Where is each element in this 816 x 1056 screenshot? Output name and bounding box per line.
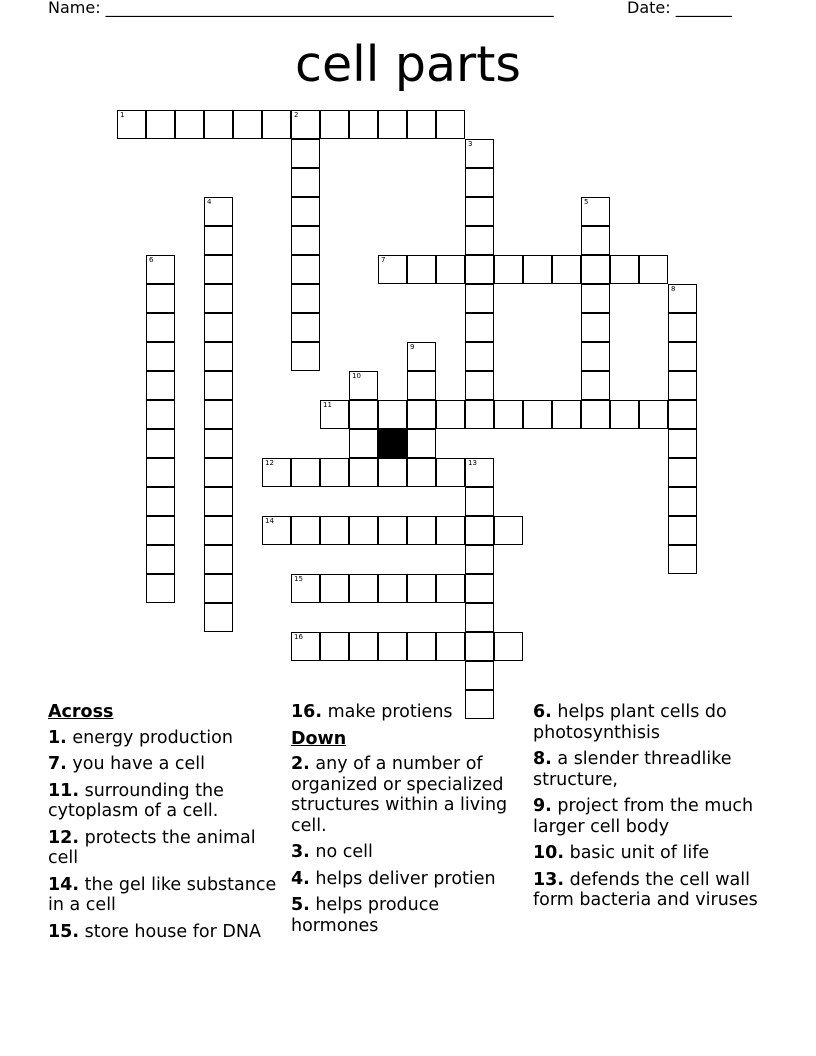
grid-cell[interactable] bbox=[349, 400, 378, 429]
clue-down-2 bbox=[291, 754, 527, 836]
grid-cell[interactable] bbox=[581, 284, 610, 313]
grid-cell[interactable] bbox=[291, 632, 320, 661]
grid-cell[interactable] bbox=[117, 110, 146, 139]
clue-text: project from the much larger cell body bbox=[533, 796, 754, 837]
grid-cell[interactable] bbox=[465, 545, 494, 574]
clue-text: surrounding the cytoplasm of a cell. bbox=[48, 780, 224, 821]
grid-cell[interactable] bbox=[291, 139, 320, 168]
clue-column-2 bbox=[291, 702, 527, 942]
grid-cell[interactable] bbox=[581, 342, 610, 371]
clue-across-7 bbox=[48, 754, 280, 775]
grid-cell[interactable] bbox=[320, 400, 349, 429]
clue-across-1 bbox=[48, 728, 280, 749]
clue-number: 11. bbox=[48, 780, 80, 801]
clue-number: 4. bbox=[291, 868, 310, 889]
grid-cell[interactable] bbox=[581, 371, 610, 400]
name-field[interactable]: Name: ________________________________________________________ bbox=[48, 0, 554, 17]
clue-number-label: 5 bbox=[584, 198, 589, 206]
grid-cell[interactable] bbox=[465, 139, 494, 168]
grid-cell[interactable] bbox=[175, 110, 204, 139]
clue-number-label: 9 bbox=[410, 343, 415, 351]
grid-cell[interactable] bbox=[349, 632, 378, 661]
grid-cell[interactable] bbox=[291, 284, 320, 313]
grid-cell[interactable] bbox=[204, 284, 233, 313]
grid-cell[interactable] bbox=[407, 371, 436, 400]
grid-cell[interactable] bbox=[465, 487, 494, 516]
grid-cell[interactable] bbox=[320, 110, 349, 139]
grid-cell[interactable] bbox=[378, 516, 407, 545]
clue-number: 10. bbox=[533, 843, 565, 863]
clue-number: 1. bbox=[48, 727, 67, 748]
clue-number-label: 6 bbox=[149, 256, 154, 264]
grid-cell[interactable] bbox=[465, 458, 494, 487]
grid-cell[interactable] bbox=[465, 313, 494, 342]
grid-cell[interactable] bbox=[204, 545, 233, 574]
grid-cell[interactable] bbox=[262, 110, 291, 139]
grid-cell[interactable] bbox=[146, 110, 175, 139]
grid-cell[interactable] bbox=[668, 516, 697, 545]
page-title: cell parts bbox=[295, 36, 521, 93]
clue-number-label: 2 bbox=[294, 111, 299, 119]
grid-cell[interactable] bbox=[320, 632, 349, 661]
grid-cell[interactable] bbox=[146, 516, 175, 545]
grid-cell[interactable] bbox=[436, 255, 465, 284]
clue-text: a slender threadlike structure, bbox=[533, 749, 732, 790]
grid-cell[interactable] bbox=[291, 110, 320, 139]
grid-cell[interactable] bbox=[204, 371, 233, 400]
clue-down-5 bbox=[291, 895, 527, 936]
clue-across-14 bbox=[48, 875, 280, 916]
clue-number-label: 15 bbox=[294, 575, 303, 583]
grid-cell[interactable] bbox=[465, 197, 494, 226]
grid-cell[interactable] bbox=[581, 197, 610, 226]
grid-cell[interactable] bbox=[407, 516, 436, 545]
clue-number: 6. bbox=[533, 702, 552, 722]
grid-cell[interactable] bbox=[465, 574, 494, 603]
grid-cell[interactable] bbox=[204, 458, 233, 487]
grid-cell[interactable] bbox=[668, 458, 697, 487]
grid-cell[interactable] bbox=[320, 516, 349, 545]
grid-cell[interactable] bbox=[204, 429, 233, 458]
grid-cell[interactable] bbox=[436, 458, 465, 487]
grid-cell[interactable] bbox=[407, 255, 436, 284]
grid-cell[interactable] bbox=[581, 226, 610, 255]
grid-cell[interactable] bbox=[204, 574, 233, 603]
grid-cell[interactable] bbox=[436, 400, 465, 429]
grid-cell[interactable] bbox=[436, 110, 465, 139]
grid-cell[interactable] bbox=[146, 487, 175, 516]
grid-cell[interactable] bbox=[465, 632, 494, 661]
across-heading: Across bbox=[48, 702, 114, 722]
clue-number: 9. bbox=[533, 796, 552, 816]
grid-cell[interactable] bbox=[349, 371, 378, 400]
grid-cell[interactable] bbox=[204, 255, 233, 284]
clue-number: 7. bbox=[48, 754, 67, 774]
clue-number: 5. bbox=[291, 895, 310, 915]
grid-cell[interactable] bbox=[465, 342, 494, 371]
grid-cell[interactable] bbox=[146, 255, 175, 284]
clue-number-label: 10 bbox=[352, 372, 361, 380]
grid-cell[interactable] bbox=[146, 458, 175, 487]
grid-cell[interactable] bbox=[146, 313, 175, 342]
grid-cell[interactable] bbox=[407, 342, 436, 371]
clue-text: basic unit of life bbox=[569, 843, 710, 863]
grid-cell[interactable] bbox=[349, 516, 378, 545]
grid-cell[interactable] bbox=[639, 255, 668, 284]
grid-cell[interactable] bbox=[494, 632, 523, 661]
grid-cell[interactable] bbox=[668, 371, 697, 400]
grid-cell[interactable] bbox=[668, 342, 697, 371]
grid-cell[interactable] bbox=[291, 255, 320, 284]
grid-cell[interactable] bbox=[668, 313, 697, 342]
grid-cell[interactable] bbox=[204, 226, 233, 255]
grid-cell[interactable] bbox=[436, 632, 465, 661]
grid-cell[interactable] bbox=[668, 400, 697, 429]
grid-cell[interactable] bbox=[668, 487, 697, 516]
grid-cell[interactable] bbox=[146, 574, 175, 603]
grid-cell[interactable] bbox=[146, 400, 175, 429]
down-heading: Down bbox=[291, 728, 347, 749]
grid-cell[interactable] bbox=[291, 342, 320, 371]
clue-number: 2. bbox=[291, 754, 310, 774]
clue-number: 12. bbox=[48, 827, 80, 848]
clue-text: energy production bbox=[72, 727, 233, 748]
clue-number: 8. bbox=[533, 749, 552, 769]
grid-cell[interactable] bbox=[320, 458, 349, 487]
grid-cell[interactable] bbox=[639, 400, 668, 429]
clue-across-16 bbox=[291, 702, 527, 723]
clue-down-8 bbox=[533, 749, 769, 790]
grid-cell[interactable] bbox=[668, 429, 697, 458]
grid-cell[interactable] bbox=[204, 110, 233, 139]
grid-cell[interactable] bbox=[291, 574, 320, 603]
grid-cell[interactable] bbox=[146, 284, 175, 313]
grid-cell[interactable] bbox=[494, 400, 523, 429]
grid-cell[interactable] bbox=[349, 429, 378, 458]
grid-cell[interactable] bbox=[291, 313, 320, 342]
clue-number-label: 13 bbox=[468, 459, 477, 467]
grid-cell[interactable] bbox=[204, 516, 233, 545]
clue-across-15 bbox=[48, 922, 280, 943]
clue-down-13 bbox=[533, 870, 769, 911]
grid-cell[interactable] bbox=[581, 400, 610, 429]
grid-cell[interactable] bbox=[523, 400, 552, 429]
grid-cell[interactable] bbox=[146, 545, 175, 574]
grid-cell[interactable] bbox=[465, 661, 494, 690]
grid-cell[interactable] bbox=[378, 458, 407, 487]
clue-number: 3. bbox=[291, 842, 310, 862]
clue-text: no cell bbox=[315, 842, 373, 862]
grid-cell[interactable] bbox=[610, 400, 639, 429]
grid-cell[interactable] bbox=[262, 458, 291, 487]
grid-cell[interactable] bbox=[465, 255, 494, 284]
grid-cell[interactable] bbox=[146, 342, 175, 371]
grid-cell[interactable] bbox=[233, 110, 262, 139]
clue-text: defends the cell wall form bacteria and viruses bbox=[533, 869, 758, 910]
grid-cell[interactable] bbox=[581, 313, 610, 342]
grid-cell[interactable] bbox=[407, 110, 436, 139]
grid-cell[interactable] bbox=[436, 516, 465, 545]
clue-number-label: 8 bbox=[671, 285, 676, 293]
grid-cell[interactable] bbox=[349, 458, 378, 487]
grid-cell[interactable] bbox=[407, 632, 436, 661]
clue-down-3 bbox=[291, 842, 527, 863]
clue-number-label: 1 bbox=[120, 111, 125, 119]
grid-cell[interactable] bbox=[291, 226, 320, 255]
grid-cell[interactable] bbox=[378, 400, 407, 429]
grid-cell[interactable] bbox=[204, 487, 233, 516]
grid-cell[interactable] bbox=[465, 400, 494, 429]
clue-across-11 bbox=[48, 781, 280, 822]
grid-cell[interactable] bbox=[552, 255, 581, 284]
clue-text: you have a cell bbox=[72, 754, 206, 774]
grid-cell[interactable] bbox=[407, 429, 436, 458]
grid-cell[interactable] bbox=[407, 400, 436, 429]
clue-number-label: 7 bbox=[381, 256, 386, 264]
clue-down-4 bbox=[291, 869, 527, 890]
grid-cell[interactable] bbox=[204, 313, 233, 342]
grid-cell[interactable] bbox=[204, 603, 233, 632]
grid-cell[interactable] bbox=[552, 400, 581, 429]
clue-number-label: 16 bbox=[294, 633, 303, 641]
clue-number: 13. bbox=[533, 869, 565, 890]
grid-cell[interactable] bbox=[146, 371, 175, 400]
grid-cell[interactable] bbox=[465, 226, 494, 255]
grid-cell[interactable] bbox=[465, 168, 494, 197]
clue-text: make protiens bbox=[327, 702, 453, 722]
grid-cell[interactable] bbox=[378, 255, 407, 284]
clue-column-1 bbox=[48, 702, 280, 948]
grid-cell[interactable] bbox=[349, 110, 378, 139]
grid-cell[interactable] bbox=[378, 574, 407, 603]
clue-text: protects the animal cell bbox=[48, 827, 256, 868]
grid-cell[interactable] bbox=[349, 574, 378, 603]
clue-number: 16. bbox=[291, 702, 323, 722]
clue-number-label: 12 bbox=[265, 459, 274, 467]
clue-number: 15. bbox=[48, 921, 80, 942]
clue-number: 14. bbox=[48, 874, 80, 895]
grid-cell[interactable] bbox=[494, 516, 523, 545]
grid-cell[interactable] bbox=[581, 255, 610, 284]
clue-text: the gel like substance in a cell bbox=[48, 874, 277, 915]
clue-text: helps deliver protien bbox=[315, 868, 496, 889]
grid-cell[interactable] bbox=[204, 197, 233, 226]
clue-number-label: 14 bbox=[265, 517, 274, 525]
black-square bbox=[378, 429, 407, 458]
clue-down-9 bbox=[533, 796, 769, 837]
clue-down-10 bbox=[533, 843, 769, 864]
grid-cell[interactable] bbox=[146, 429, 175, 458]
grid-cell[interactable] bbox=[668, 284, 697, 313]
clue-text: helps produce hormones bbox=[291, 895, 440, 936]
date-field[interactable]: Date: _______ bbox=[627, 0, 732, 17]
grid-cell[interactable] bbox=[320, 574, 349, 603]
grid-cell[interactable] bbox=[523, 255, 552, 284]
clue-column-3 bbox=[533, 702, 769, 917]
grid-cell[interactable] bbox=[291, 197, 320, 226]
grid-cell[interactable] bbox=[204, 342, 233, 371]
grid-cell[interactable] bbox=[262, 516, 291, 545]
grid-cell[interactable] bbox=[378, 632, 407, 661]
clue-number-label: 4 bbox=[207, 198, 212, 206]
clue-text: any of a number of organized or specialized structures within a living cell. bbox=[291, 754, 508, 836]
grid-cell[interactable] bbox=[436, 574, 465, 603]
grid-cell[interactable] bbox=[407, 458, 436, 487]
grid-cell[interactable] bbox=[407, 574, 436, 603]
grid-cell[interactable] bbox=[465, 516, 494, 545]
grid-cell[interactable] bbox=[668, 545, 697, 574]
grid-cell[interactable] bbox=[465, 284, 494, 313]
grid-cell[interactable] bbox=[494, 255, 523, 284]
clue-number-label: 11 bbox=[323, 401, 332, 409]
clue-text: helps plant cells do photosynthisis bbox=[533, 702, 727, 743]
clue-number-label: 3 bbox=[468, 140, 473, 148]
grid-cell[interactable] bbox=[465, 371, 494, 400]
clue-across-12 bbox=[48, 828, 280, 869]
grid-cell[interactable] bbox=[465, 603, 494, 632]
grid-cell[interactable] bbox=[291, 516, 320, 545]
grid-cell[interactable] bbox=[378, 110, 407, 139]
grid-cell[interactable] bbox=[291, 168, 320, 197]
clue-text: store house for DNA bbox=[84, 921, 261, 942]
grid-cell[interactable] bbox=[610, 255, 639, 284]
clue-down-6 bbox=[533, 702, 769, 743]
grid-cell[interactable] bbox=[204, 400, 233, 429]
grid-cell[interactable] bbox=[291, 458, 320, 487]
